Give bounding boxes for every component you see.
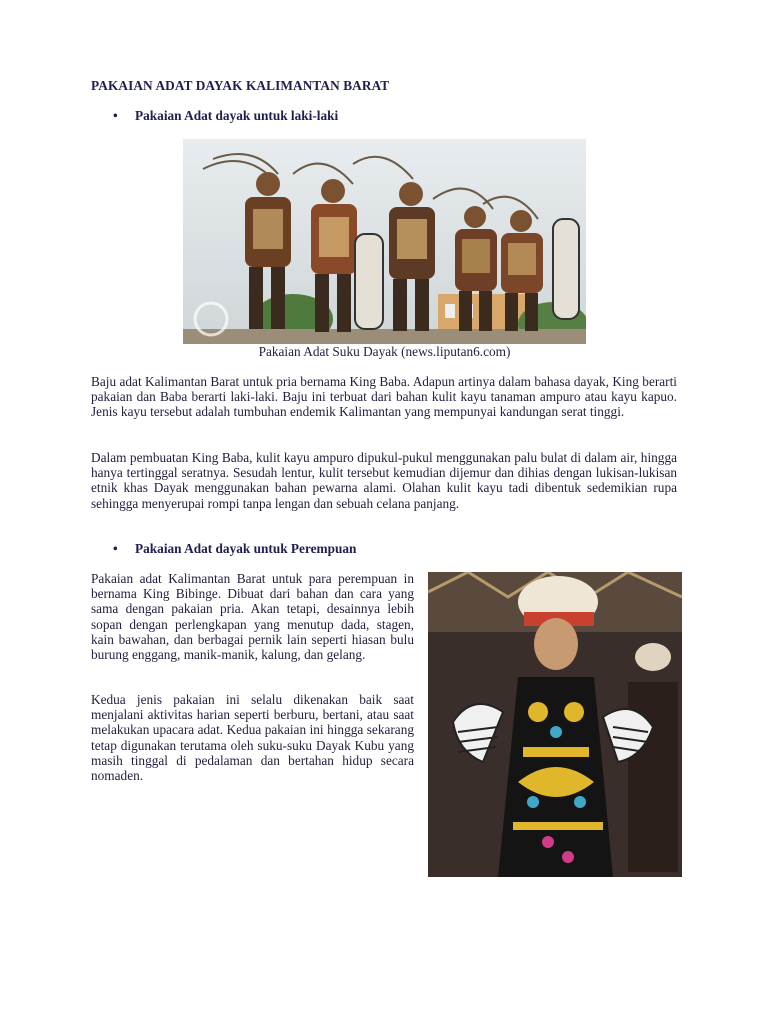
- document-title: PAKAIAN ADAT DAYAK KALIMANTAN BARAT: [91, 78, 390, 93]
- paragraph-king-bibinge: Pakaian adat Kalimantan Barat untuk para perempuan in bernama King Bibinge. Dibuat dari bahan dan cara yang sama dengan pakaian pria. Akan tetapi, desainnya lebih sopan dengan perlengkapan yang menutup dada, stagen, kain bawahan, dan berbagai pernik lain seperti hiasan bulu burung enggang, manik-manik, kalung, dan gelang.: [91, 571, 414, 663]
- image-caption: Pakaian Adat Suku Dayak (news.liputan6.com): [258, 344, 511, 359]
- section-heading-women: [113, 541, 356, 557]
- bullet-icon: •: [113, 108, 118, 123]
- paragraph-usage: Kedua jenis pakaian ini selalu dikenakan baik saat menjalani aktivitas harian seperti berburu, bertani, atau saat melakukan upacara adat. Kedua pakaian ini hingga sekarang tetap digunakan terutama oleh suku-suku Dayak Kubu yang masih tinggal di pedalaman dan bertahan hidup secara nomaden.: [91, 692, 414, 784]
- paragraph-king-baba-making: Dalam pembuatan King Baba, kulit kayu ampuro dipukul-pukul menggunakan palu bulat di dalam air, hingga hanya tertinggal seratnya. Sesudah lentur, kulit tersebut kemudian dijemur dan dihias dengan lukisan-lukisan etnik khas Dayak menggunakan bahan pewarna alami. Olahan kulit kayu tadi dibentuk sedemikian rupa sehingga menyerupai rompi tanpa lengan dan sebuah celana panjang.: [91, 450, 677, 511]
- section-heading-men: [113, 108, 338, 124]
- paragraph-king-baba-intro: Baju adat Kalimantan Barat untuk pria bernama King Baba. Adapun artinya dalam bahasa dayak, King berarti pakaian dan Baba berarti laki-laki. Baju ini terbuat dari bahan kulit kayu tanaman ampuro atau kayu kapuo. Jenis kayu tersebut adalah tumbuhan endemik Kalimantan yang mempunyai kandungan serat tinggi.: [91, 374, 677, 420]
- photo-dayak-woman: [428, 572, 682, 877]
- section-heading-women-label: Pakaian Adat dayak untuk Perempuan: [135, 541, 357, 556]
- bullet-icon: •: [113, 541, 118, 556]
- section-heading-men-label: Pakaian Adat dayak untuk laki-laki: [135, 108, 339, 123]
- photo-dayak-men: [183, 139, 586, 344]
